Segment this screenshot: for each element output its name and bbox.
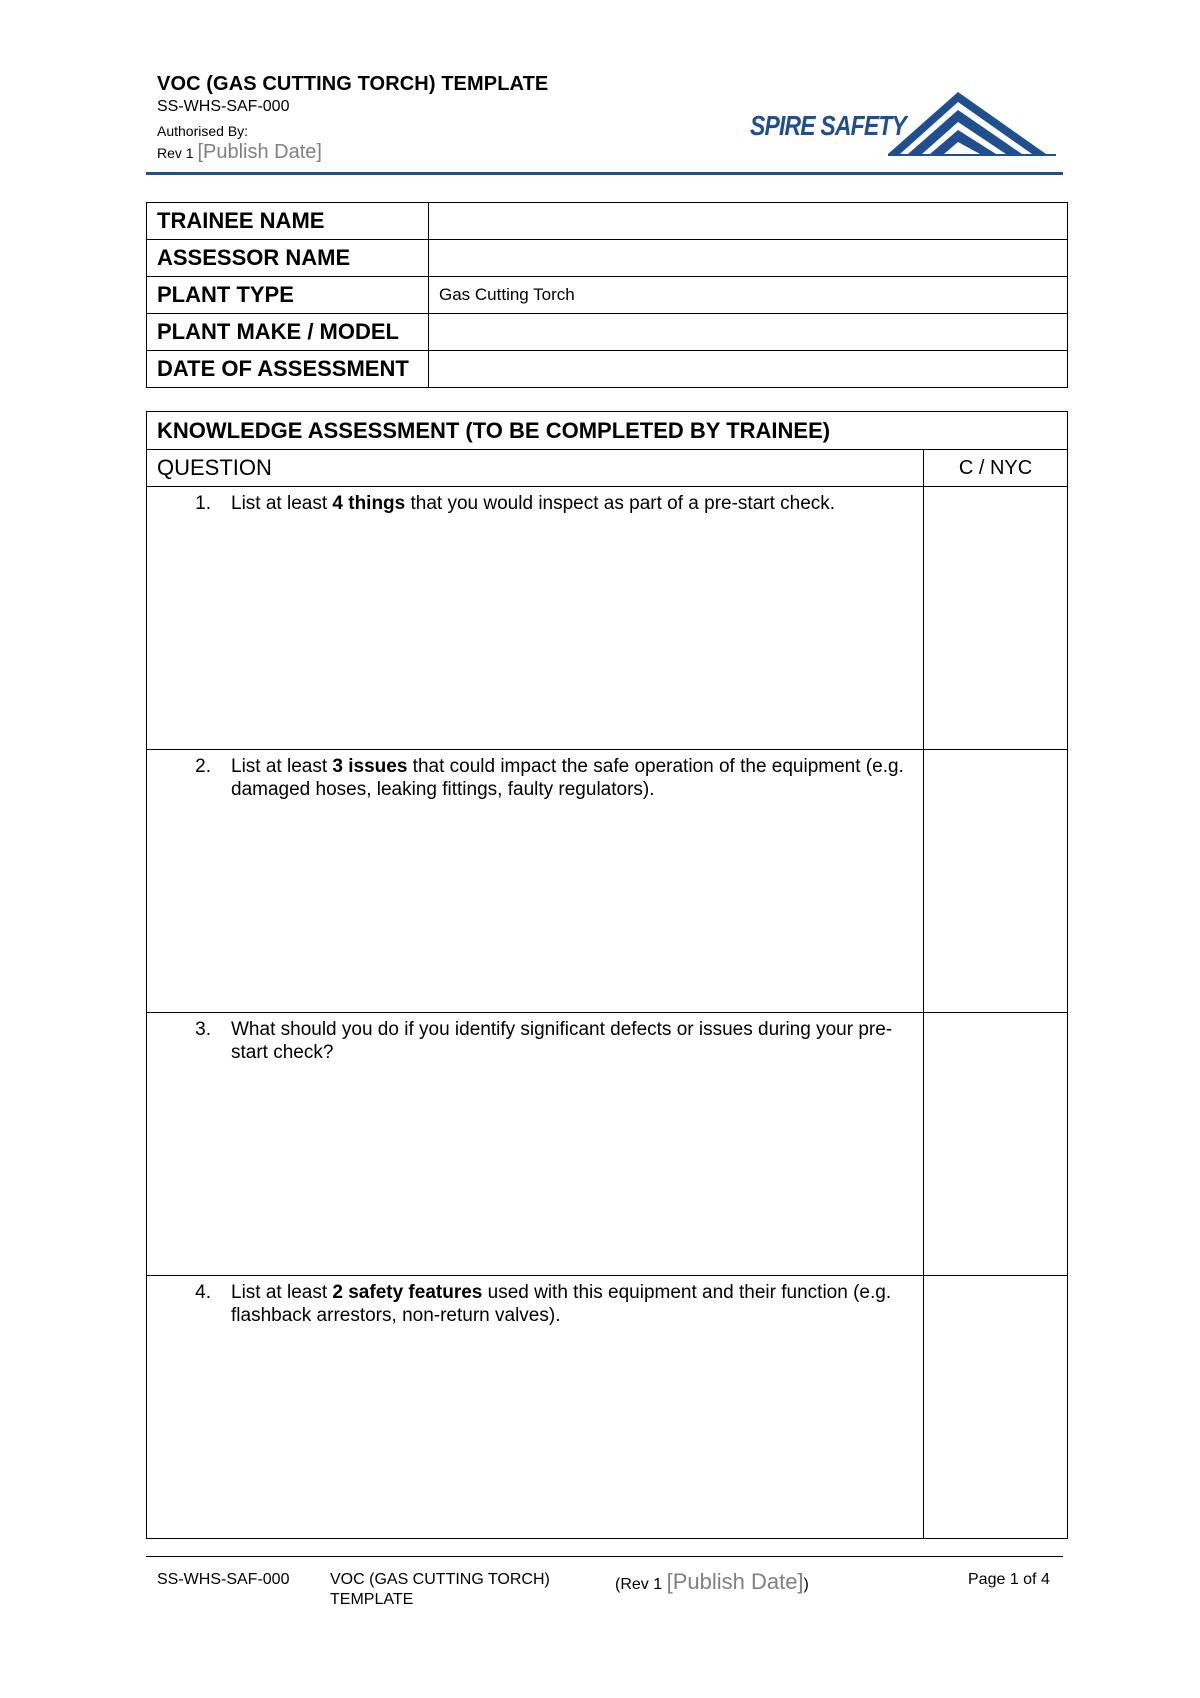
table-row	[147, 203, 1068, 240]
question-cell[interactable]	[147, 487, 924, 750]
revision-line	[157, 140, 757, 165]
trainee-name-label: TRAINEE NAME	[147, 203, 429, 240]
footer-document-code: SS-WHS-SAF-000	[157, 1571, 290, 1588]
mountain-logo-icon	[886, 88, 1056, 160]
question-number: 3.	[195, 1019, 211, 1040]
question-item	[147, 1013, 923, 1064]
footer-revision: (Rev 1 [Publish Date])	[615, 1569, 809, 1594]
table-row	[147, 351, 1068, 388]
trainee-info-table	[146, 202, 1068, 388]
publish-date-placeholder: [Publish Date]	[197, 141, 322, 163]
revision-label: Rev 1	[157, 145, 194, 161]
table-row	[147, 277, 1068, 314]
question-text: List at least 2 safety features used with this equipment and their function (e.g. flashback arrestors, non-return valves).	[231, 1282, 892, 1326]
result-cell[interactable]	[924, 487, 1068, 750]
table-row	[147, 412, 1068, 450]
table-row	[147, 1276, 1068, 1539]
footer-divider	[146, 1556, 1063, 1557]
question-text: What should you do if you identify significant defects or issues during your pre-start check?	[231, 1019, 893, 1063]
document-header	[157, 71, 757, 165]
question-number: 1.	[195, 493, 211, 514]
question-cell[interactable]	[147, 750, 924, 1013]
question-item	[147, 750, 923, 801]
table-row	[147, 1013, 1068, 1276]
plant-make-model-field[interactable]	[429, 314, 1068, 351]
table-row	[147, 450, 1068, 487]
assessor-name-field[interactable]	[429, 240, 1068, 277]
document-code: SS-WHS-SAF-000	[157, 98, 290, 115]
footer-document-title: VOC (GAS CUTTING TORCH) TEMPLATE	[330, 1571, 550, 1608]
date-of-assessment-label: DATE OF ASSESSMENT	[147, 351, 429, 388]
footer-publish-date-placeholder: [Publish Date]	[666, 1569, 804, 1594]
company-logo	[748, 88, 1058, 160]
table-row	[147, 487, 1068, 750]
assessor-name-label: ASSESSOR NAME	[147, 240, 429, 277]
logo-text: SPIRE SAFETY	[750, 110, 907, 141]
question-cell[interactable]	[147, 1276, 924, 1539]
table-row	[147, 314, 1068, 351]
document-title: VOC (GAS CUTTING TORCH) TEMPLATE	[157, 73, 549, 95]
table-row	[147, 240, 1068, 277]
knowledge-assessment-heading: KNOWLEDGE ASSESSMENT (TO BE COMPLETED BY TRAINEE)	[147, 412, 1068, 450]
question-number: 4.	[195, 1282, 211, 1303]
knowledge-assessment-table	[146, 411, 1068, 1539]
result-cell[interactable]	[924, 750, 1068, 1013]
table-row	[147, 750, 1068, 1013]
plant-type-label: PLANT TYPE	[147, 277, 429, 314]
result-cell[interactable]	[924, 1276, 1068, 1539]
result-column-header: C / NYC	[924, 450, 1068, 487]
question-text: List at least 4 things that you would inspect as part of a pre-start check.	[231, 493, 836, 514]
page-number: Page 1 of 4	[968, 1571, 1050, 1588]
plant-type-field[interactable]: Gas Cutting Torch	[429, 277, 1068, 314]
header-divider	[146, 172, 1063, 175]
authorised-by: Authorised By:	[157, 123, 249, 139]
question-text: List at least 3 issues that could impact the safe operation of the equipment (e.g. damaged hoses, leaking fittings, faulty regulators).	[231, 756, 904, 800]
question-item	[147, 487, 923, 515]
plant-make-model-label: PLANT MAKE / MODEL	[147, 314, 429, 351]
trainee-name-field[interactable]	[429, 203, 1068, 240]
question-number: 2.	[195, 756, 211, 777]
question-item	[147, 1276, 923, 1327]
question-cell[interactable]	[147, 1013, 924, 1276]
question-column-header: QUESTION	[147, 450, 924, 487]
date-of-assessment-field[interactable]	[429, 351, 1068, 388]
result-cell[interactable]	[924, 1013, 1068, 1276]
